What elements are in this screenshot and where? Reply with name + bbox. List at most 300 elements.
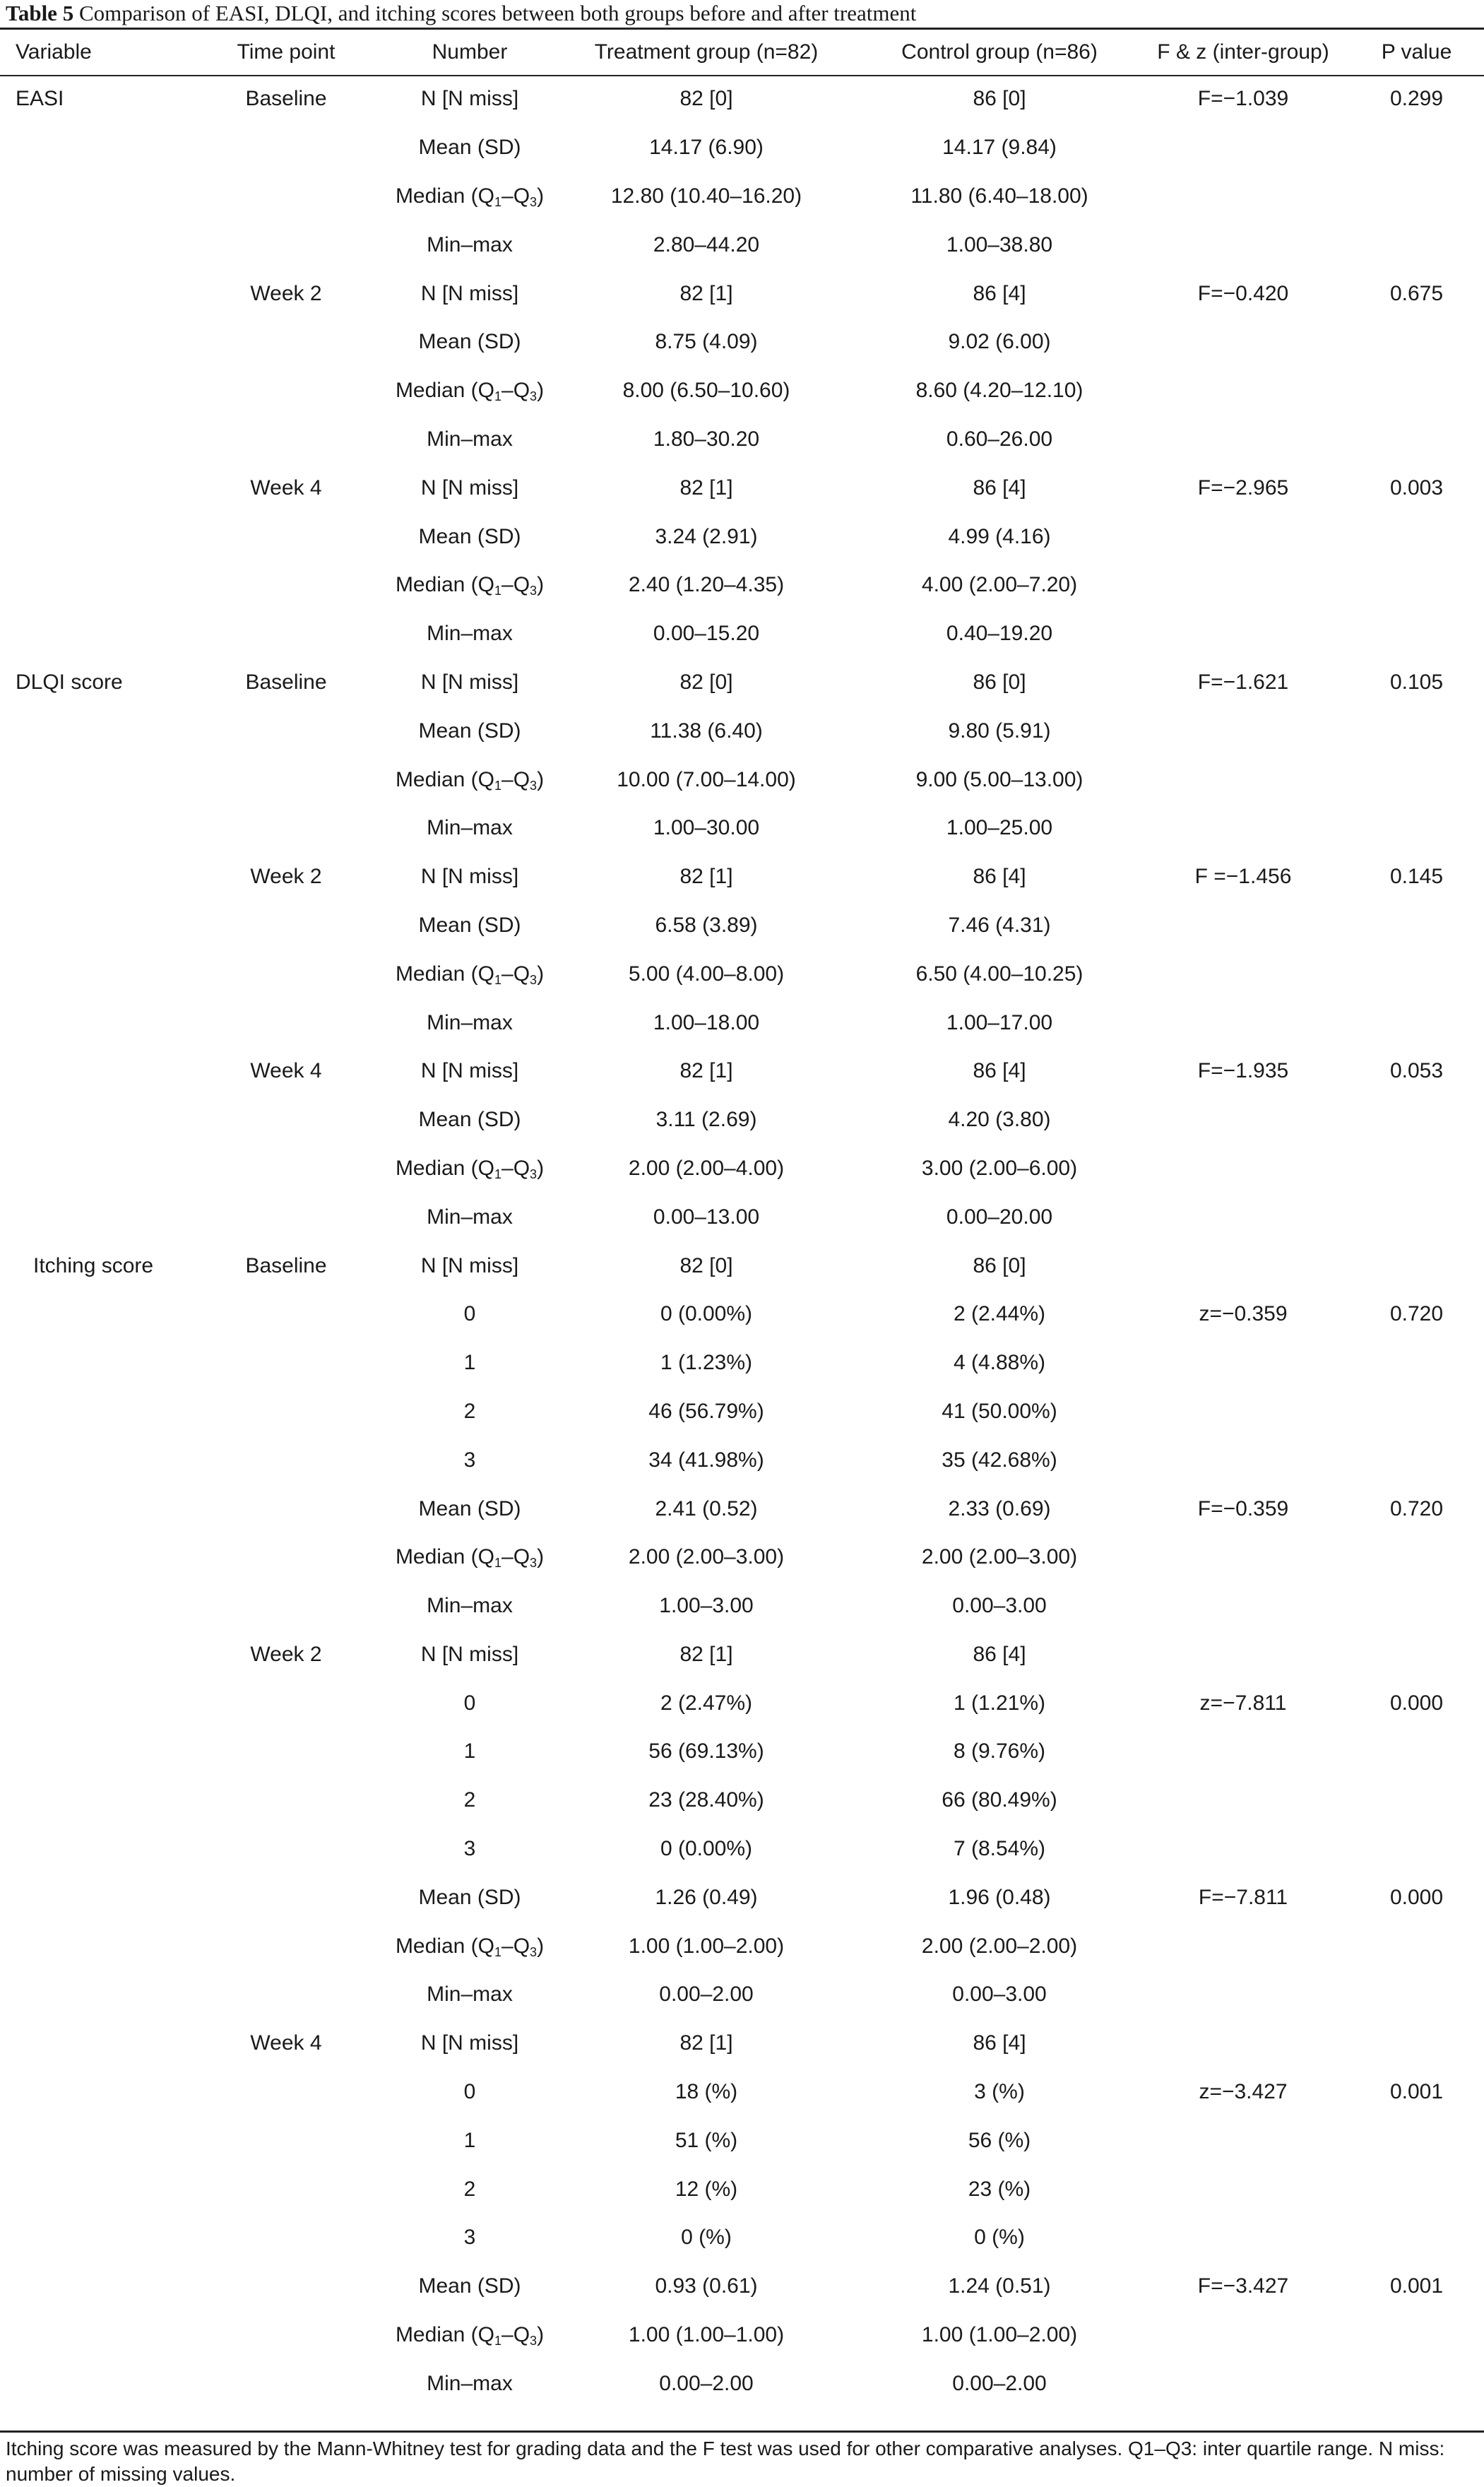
table-row — [0, 2068, 1484, 2117]
table-row — [0, 2262, 1484, 2311]
table-footnote: Itching score was measured by the Mann-Whitney test for grading data and the F test was used for other comparative analyses. Q1–Q3: inter quartile range. N miss: number of missing values. — [6, 2438, 1445, 2485]
cell-treatment: 6.58 (3.89) — [655, 913, 758, 937]
cell-time-point — [184, 1825, 388, 1874]
cell-p-value — [1349, 415, 1484, 464]
cell-variable — [0, 512, 184, 561]
cell-treatment: 5.00 (4.00–8.00) — [628, 962, 785, 986]
cell-treatment: 1.26 (0.49) — [655, 1885, 758, 1909]
cell-control: 86 [4] — [973, 865, 1026, 889]
cell-time-point: Week 4 — [250, 475, 322, 500]
cell-control: 11.80 (6.40–18.00) — [910, 184, 1088, 208]
cell-p-value — [1349, 1436, 1484, 1484]
cell-f-z — [1137, 1825, 1349, 1874]
cell-time-point — [184, 2214, 388, 2262]
cell-p-value — [1349, 2359, 1484, 2408]
table-row — [0, 220, 1484, 269]
table-row — [0, 2165, 1484, 2214]
results-table — [0, 30, 1484, 2408]
cell-treatment: 1.00–18.00 — [653, 1010, 760, 1034]
cell-variable — [0, 1436, 184, 1484]
cell-number: Median $(Q_1-Q_3)$ — [395, 1156, 545, 1181]
cell-number: Min–max — [427, 1983, 513, 2007]
cell-control: 0 (%) — [974, 2226, 1025, 2250]
cell-number: Median $(Q_1-Q_3)$ — [395, 379, 545, 404]
cell-p-value — [1349, 1339, 1484, 1388]
cell-p-value: 0.720 — [1389, 1302, 1444, 1326]
cell-treatment: 8.00 (6.50–10.60) — [622, 379, 790, 403]
cell-number: Mean (SD) — [418, 1496, 521, 1520]
cell-f-z — [1137, 1436, 1349, 1484]
cell-f-z: F=−3.427 — [1197, 2274, 1289, 2298]
cell-number: Min–max — [427, 1205, 513, 1229]
cell-variable: EASI — [16, 87, 64, 111]
cell-number: N [N miss] — [420, 87, 519, 111]
cell-treatment: 1.00–30.00 — [653, 816, 760, 840]
cell-time-point — [184, 1339, 388, 1388]
cell-number: Min–max — [427, 1594, 513, 1618]
cell-time-point: Week 4 — [250, 2031, 322, 2055]
cell-control: 9.80 (5.91) — [948, 719, 1051, 743]
cell-p-value — [1349, 1193, 1484, 1241]
cell-treatment: 2.00 (2.00–3.00) — [628, 1545, 785, 1569]
cell-p-value: 0.720 — [1389, 1496, 1444, 1520]
cell-time-point — [184, 172, 388, 221]
cell-time-point — [184, 2359, 388, 2408]
cell-control: 86 [4] — [973, 281, 1026, 305]
table-row — [0, 318, 1484, 367]
cell-p-value — [1349, 902, 1484, 950]
cell-control: 86 [0] — [973, 1253, 1026, 1277]
cell-treatment: 0 (%) — [681, 2226, 732, 2250]
cell-control: 0.00–3.00 — [952, 1594, 1047, 1618]
cell-treatment: 2.00 (2.00–4.00) — [628, 1156, 785, 1180]
cell-number: Mean (SD) — [418, 1885, 521, 1909]
cell-variable — [0, 998, 184, 1047]
cell-variable — [0, 172, 184, 221]
cell-p-value — [1349, 318, 1484, 367]
cell-number: 0 — [463, 2080, 476, 2104]
cell-variable — [0, 1145, 184, 1193]
cell-time-point — [184, 1971, 388, 2019]
cell-treatment: 3.11 (2.69) — [655, 1108, 757, 1132]
cell-number: Mean (SD) — [418, 913, 521, 937]
cell-p-value — [1349, 1825, 1484, 1874]
cell-time-point: Week 2 — [250, 865, 322, 889]
table-caption-text: Comparison of EASI, DLQI, and itching scores between both groups before and after treatment — [78, 1, 917, 25]
cell-time-point — [184, 950, 388, 998]
table-row — [0, 1290, 1484, 1339]
cell-f-z — [1137, 1339, 1349, 1388]
cell-f-z: F=−7.811 — [1198, 1885, 1288, 1909]
cell-p-value — [1349, 950, 1484, 998]
table-row — [0, 415, 1484, 464]
cell-number: Mean (SD) — [418, 524, 521, 548]
cell-control: 66 (80.49%) — [942, 1788, 1057, 1812]
cell-number: N [N miss] — [420, 1642, 519, 1666]
cell-variable — [0, 950, 184, 998]
cell-time-point — [184, 610, 388, 658]
cell-variable — [0, 2019, 184, 2068]
cell-treatment: 23 (28.40%) — [648, 1788, 764, 1812]
table-caption — [6, 0, 1482, 27]
cell-f-z — [1137, 804, 1349, 853]
cell-control: 41 (50.00%) — [942, 1399, 1057, 1423]
table-row — [0, 1873, 1484, 1922]
cell-number: 2 — [463, 2177, 476, 2201]
cell-f-z — [1137, 367, 1349, 415]
cell-f-z — [1137, 1631, 1349, 1679]
table-row — [0, 1533, 1484, 1582]
cell-variable — [0, 853, 184, 902]
cell-time-point: Week 4 — [250, 1059, 322, 1083]
cell-p-value — [1349, 172, 1484, 221]
cell-control: 1.00–17.00 — [946, 1010, 1053, 1034]
cell-number: 0 — [463, 1691, 476, 1715]
cell-variable — [0, 1484, 184, 1533]
header-p-value: P value — [1381, 40, 1452, 64]
table-row — [0, 1582, 1484, 1631]
table-row — [0, 463, 1484, 512]
cell-control: 0.00–20.00 — [946, 1205, 1053, 1229]
cell-treatment: 82 [0] — [679, 670, 733, 694]
table-row — [0, 853, 1484, 902]
cell-variable: DLQI score — [16, 670, 123, 694]
cell-variable — [0, 1873, 184, 1922]
cell-p-value: 0.000 — [1389, 1691, 1444, 1715]
cell-number: Median $(Q_1-Q_3)$ — [395, 767, 545, 793]
bottom-rule — [0, 2430, 1484, 2433]
cell-variable — [0, 1388, 184, 1436]
cell-control: 6.50 (4.00–10.25) — [915, 962, 1084, 986]
cell-time-point — [184, 561, 388, 610]
cell-time-point — [184, 1145, 388, 1193]
cell-f-z: F=−2.965 — [1197, 475, 1289, 500]
cell-control: 0.60–26.00 — [946, 427, 1053, 451]
cell-time-point — [184, 512, 388, 561]
cell-p-value — [1349, 1145, 1484, 1193]
cell-control: 2.00 (2.00–2.00) — [921, 1934, 1078, 1958]
cell-treatment: 8.75 (4.09) — [655, 330, 758, 354]
cell-time-point — [184, 124, 388, 172]
cell-f-z: F=−1.621 — [1197, 670, 1289, 694]
cell-variable — [0, 1582, 184, 1631]
table-body — [0, 75, 1484, 2408]
cell-p-value — [1349, 1241, 1484, 1290]
cell-control: 3.00 (2.00–6.00) — [921, 1156, 1078, 1180]
table-row — [0, 1776, 1484, 1825]
cell-number: Mean (SD) — [418, 136, 521, 160]
cell-time-point — [184, 755, 388, 804]
cell-f-z — [1137, 415, 1349, 464]
cell-f-z: F=−1.935 — [1197, 1059, 1289, 1083]
table-row — [0, 269, 1484, 318]
table-row — [0, 2019, 1484, 2068]
cell-variable — [0, 2165, 184, 2214]
cell-f-z: F=−1.039 — [1197, 87, 1289, 111]
table-row — [0, 1436, 1484, 1484]
header-time-point: Time point — [237, 40, 336, 64]
cell-p-value: 0.000 — [1389, 1885, 1444, 1909]
cell-variable — [0, 1776, 184, 1825]
cell-f-z — [1137, 2019, 1349, 2068]
cell-number: Median $(Q_1-Q_3)$ — [395, 1545, 545, 1571]
cell-treatment: 18 (%) — [675, 2080, 738, 2104]
cell-variable — [0, 367, 184, 415]
table-row — [0, 1096, 1484, 1145]
cell-f-z — [1137, 1971, 1349, 2019]
cell-time-point — [184, 1776, 388, 1825]
cell-f-z — [1137, 1193, 1349, 1241]
cell-treatment: 82 [1] — [679, 2031, 733, 2055]
cell-f-z — [1137, 318, 1349, 367]
cell-p-value — [1349, 1971, 1484, 2019]
cell-time-point — [184, 415, 388, 464]
cell-control: 86 [4] — [973, 475, 1026, 500]
cell-f-z — [1137, 902, 1349, 950]
cell-time-point — [184, 1922, 388, 1971]
cell-treatment: 0.00–13.00 — [653, 1205, 760, 1229]
cell-number: Min–max — [427, 816, 513, 840]
cell-number: N [N miss] — [420, 1059, 519, 1083]
cell-time-point — [184, 2262, 388, 2311]
cell-number: Min–max — [427, 427, 513, 451]
cell-control: 4.00 (2.00–7.20) — [921, 573, 1078, 597]
cell-time-point — [184, 1193, 388, 1241]
cell-control: 8 (9.76%) — [953, 1739, 1046, 1764]
cell-f-z — [1137, 1922, 1349, 1971]
cell-treatment: 0.00–15.20 — [653, 622, 760, 646]
cell-variable — [0, 1047, 184, 1096]
cell-variable — [0, 1533, 184, 1582]
cell-control: 2 (2.44%) — [953, 1302, 1046, 1326]
cell-p-value — [1349, 707, 1484, 755]
cell-control: 9.02 (6.00) — [948, 330, 1051, 354]
cell-treatment: 1.80–30.20 — [653, 427, 760, 451]
cell-p-value — [1349, 561, 1484, 610]
cell-f-z — [1137, 2116, 1349, 2165]
cell-variable — [0, 610, 184, 658]
cell-control: 1.00–38.80 — [946, 232, 1053, 256]
cell-f-z — [1137, 610, 1349, 658]
cell-treatment: 12.80 (10.40–16.20) — [610, 184, 802, 208]
cell-treatment: 11.38 (6.40) — [650, 719, 763, 743]
table-row — [0, 658, 1484, 707]
cell-variable — [0, 561, 184, 610]
cell-p-value — [1349, 755, 1484, 804]
cell-treatment: 0.00–2.00 — [659, 1983, 754, 2007]
cell-treatment: 1.00 (1.00–2.00) — [628, 1934, 785, 1958]
cell-p-value — [1349, 2311, 1484, 2360]
cell-time-point — [184, 1727, 388, 1776]
cell-time-point — [184, 1873, 388, 1922]
cell-number: 1 — [463, 1739, 476, 1764]
cell-variable — [0, 2262, 184, 2311]
cell-treatment: 82 [0] — [679, 87, 733, 111]
cell-treatment: 3.24 (2.91) — [655, 524, 758, 548]
cell-control: 9.00 (5.00–13.00) — [915, 767, 1084, 791]
table-header — [0, 30, 1484, 75]
table-row — [0, 998, 1484, 1047]
cell-control: 0.40–19.20 — [946, 622, 1053, 646]
cell-time-point — [184, 902, 388, 950]
cell-f-z — [1137, 1776, 1349, 1825]
cell-control: 86 [0] — [973, 670, 1026, 694]
cell-time-point — [184, 998, 388, 1047]
cell-variable — [0, 1193, 184, 1241]
cell-control: 86 [0] — [973, 87, 1026, 111]
cell-f-z — [1137, 2214, 1349, 2262]
cell-treatment: 0.93 (0.61) — [655, 2274, 758, 2298]
cell-p-value — [1349, 610, 1484, 658]
cell-f-z — [1137, 1533, 1349, 1582]
table-row — [0, 950, 1484, 998]
cell-p-value — [1349, 512, 1484, 561]
cell-control: 7 (8.54%) — [953, 1837, 1046, 1861]
cell-number: 2 — [463, 1788, 476, 1812]
cell-time-point — [184, 804, 388, 853]
cell-time-point — [184, 367, 388, 415]
cell-time-point — [184, 1290, 388, 1339]
cell-p-value — [1349, 124, 1484, 172]
cell-treatment: 0.00–2.00 — [659, 2371, 754, 2395]
table-row — [0, 124, 1484, 172]
cell-f-z — [1137, 172, 1349, 221]
cell-p-value — [1349, 2019, 1484, 2068]
cell-time-point — [184, 1388, 388, 1436]
cell-number: N [N miss] — [420, 2031, 519, 2055]
cell-p-value — [1349, 1922, 1484, 1971]
table-row — [0, 902, 1484, 950]
cell-number: Min–max — [427, 2371, 513, 2395]
cell-number: Median $(Q_1-Q_3)$ — [395, 573, 545, 598]
cell-number: N [N miss] — [420, 865, 519, 889]
cell-f-z — [1137, 220, 1349, 269]
table-row — [0, 1971, 1484, 2019]
cell-f-z — [1137, 124, 1349, 172]
table-row — [0, 2116, 1484, 2165]
table-row — [0, 2311, 1484, 2360]
cell-variable — [0, 2214, 184, 2262]
cell-variable — [0, 755, 184, 804]
cell-p-value: 0.001 — [1389, 2080, 1444, 2104]
cell-treatment: 12 (%) — [675, 2177, 738, 2201]
cell-f-z — [1137, 2165, 1349, 2214]
cell-number: 3 — [463, 2226, 476, 2250]
cell-control: 8.60 (4.20–12.10) — [915, 379, 1084, 403]
cell-control: 14.17 (9.84) — [942, 136, 1057, 160]
table-row — [0, 804, 1484, 853]
table-row — [0, 1679, 1484, 1727]
cell-control: 1 (1.21%) — [953, 1691, 1046, 1715]
cell-f-z — [1137, 1388, 1349, 1436]
cell-treatment: 14.17 (6.90) — [649, 136, 764, 160]
cell-control: 2.00 (2.00–3.00) — [921, 1545, 1078, 1569]
cell-f-z — [1137, 950, 1349, 998]
cell-number: N [N miss] — [420, 281, 519, 305]
table-row — [0, 2214, 1484, 2262]
cell-treatment: 82 [1] — [679, 865, 733, 889]
table-row — [0, 2359, 1484, 2408]
cell-f-z — [1137, 755, 1349, 804]
cell-control: 86 [4] — [973, 1059, 1026, 1083]
cell-control: 35 (42.68%) — [942, 1448, 1057, 1472]
table-row — [0, 755, 1484, 804]
cell-time-point — [184, 2311, 388, 2360]
cell-p-value — [1349, 998, 1484, 1047]
cell-treatment: 82 [1] — [679, 1642, 733, 1666]
cell-number: N [N miss] — [420, 475, 519, 500]
cell-number: Min–max — [427, 1010, 513, 1034]
cell-treatment: 1.00 (1.00–1.00) — [628, 2323, 785, 2347]
header-f-z: F & z (inter-group) — [1157, 40, 1329, 64]
table-row — [0, 1631, 1484, 1679]
cell-control: 1.24 (0.51) — [948, 2274, 1051, 2298]
cell-time-point: Baseline — [245, 670, 327, 694]
cell-treatment: 0 (0.00%) — [660, 1302, 753, 1326]
cell-number: N [N miss] — [420, 670, 519, 694]
header-number: Number — [432, 40, 508, 64]
cell-f-z: F =−1.456 — [1194, 865, 1292, 889]
cell-time-point — [184, 1436, 388, 1484]
cell-p-value: 0.299 — [1389, 87, 1444, 111]
cell-f-z: F=−0.420 — [1197, 281, 1289, 305]
cell-time-point: Baseline — [245, 87, 327, 111]
cell-time-point — [184, 2068, 388, 2117]
cell-time-point — [184, 707, 388, 755]
cell-control: 1.96 (0.48) — [948, 1885, 1051, 1909]
cell-treatment: 51 (%) — [675, 2128, 738, 2152]
cell-variable — [0, 2311, 184, 2360]
cell-f-z — [1137, 561, 1349, 610]
cell-time-point: Baseline — [245, 1253, 327, 1277]
cell-treatment: 10.00 (7.00–14.00) — [617, 767, 796, 791]
cell-f-z: z=−7.811 — [1199, 1691, 1287, 1715]
cell-control: 7.46 (4.31) — [948, 913, 1051, 937]
cell-f-z — [1137, 1582, 1349, 1631]
cell-variable — [0, 1727, 184, 1776]
cell-p-value — [1349, 1388, 1484, 1436]
table-row — [0, 367, 1484, 415]
cell-variable — [0, 1631, 184, 1679]
cell-time-point — [184, 2116, 388, 2165]
cell-variable — [0, 707, 184, 755]
table-row — [0, 610, 1484, 658]
cell-time-point — [184, 1533, 388, 1582]
cell-variable — [0, 1096, 184, 1145]
cell-p-value: 0.053 — [1389, 1059, 1444, 1083]
cell-treatment: 82 [1] — [679, 281, 733, 305]
cell-time-point — [184, 1484, 388, 1533]
cell-control: 4 (4.88%) — [953, 1351, 1046, 1375]
cell-number: Mean (SD) — [418, 330, 521, 354]
cell-variable — [0, 1339, 184, 1388]
cell-number: N [N miss] — [420, 1253, 519, 1277]
cell-variable — [0, 463, 184, 512]
cell-f-z — [1137, 1096, 1349, 1145]
cell-control: 3 (%) — [974, 2080, 1025, 2104]
header-treatment-group: Treatment group (n=82) — [594, 40, 819, 64]
cell-p-value: 0.145 — [1389, 865, 1444, 889]
table-row — [0, 1825, 1484, 1874]
cell-treatment: 82 [1] — [679, 475, 733, 500]
cell-treatment: 1 (1.23%) — [660, 1351, 753, 1375]
cell-control: 86 [4] — [973, 1642, 1026, 1666]
cell-treatment: 34 (41.98%) — [648, 1448, 764, 1472]
cell-number: Min–max — [427, 622, 513, 646]
cell-f-z: F=−0.359 — [1197, 1496, 1289, 1520]
table-row — [0, 561, 1484, 610]
cell-variable — [0, 415, 184, 464]
